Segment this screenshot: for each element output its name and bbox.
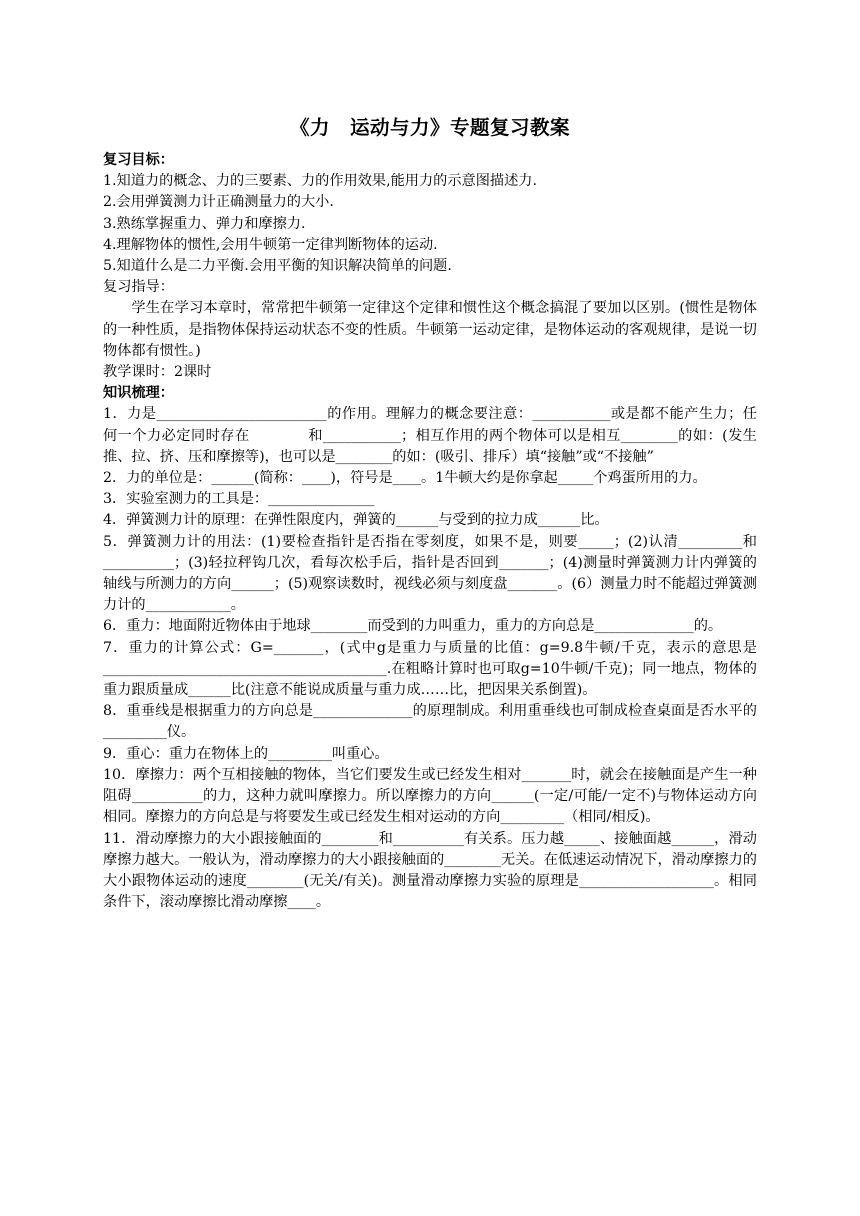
knowledge-item: 10．摩擦力：两个互相接触的物体，当它们要发生或已经发生相对_______时，就会在接触面是产生一种阻碍__________的力，这种力就叫摩擦力。所以摩擦力的方向______(一定/可能/一定不)与物体运动方向相同。摩擦力的方向总是与将要发生或已经发生相对运动的方向_________（相同/相反)。 bbox=[103, 766, 757, 826]
guidance-heading: 复习指导： bbox=[103, 279, 174, 296]
knowledge-item: 8．重垂线是根据重力的方向总是______________的原理制成。利用重垂线也可制成检查桌面是否水平的_________仪。 bbox=[103, 703, 757, 741]
document-body bbox=[103, 150, 757, 913]
goal-item: 1.知道力的概念、力的三要素、力的作用效果,能用力的示意图描述力. bbox=[103, 173, 537, 190]
knowledge-item: 5．弹簧测力计的用法：(1)要检查指针是否指在零刻度，如果不是，则要_____；(2)认清_________和__________；(3)轻拉秤钩几次，看每次松手后，指针是否回到_______；(4)测量时弹簧测力计内弹簧的轴线与所测力的方向______；(5)观察读数时，视线必须与刻度盘_______。(6）测量力时不能超过弹簧测力计的____________。 bbox=[103, 533, 757, 614]
knowledge-heading: 知识梳理： bbox=[103, 385, 174, 402]
guidance-paragraph: 学生在学习本章时，常常把牛顿第一定律这个定律和惯性这个概念搞混了要加以区别。(惯性是物体的一种性质，是指物体保持运动状态不变的性质。牛顿第一运动定律，是物体运动的客观规律，是说一切物体都有惯性。) bbox=[103, 300, 757, 359]
knowledge-item: 9．重心：重力在物体上的_________叫重心。 bbox=[103, 745, 389, 762]
document-title: 《力 运动与力》专题复习教案 bbox=[289, 116, 570, 139]
goal-item: 2.会用弹簧测力计正确测量力的大小. bbox=[103, 194, 334, 211]
knowledge-item: 6．重力：地面附近物体由于地球________而受到的力叫重力，重力的方向总是______________的。 bbox=[103, 618, 723, 635]
knowledge-item: 3．实验室测力的工具是：_______________ bbox=[103, 491, 375, 508]
knowledge-item: 4．弹簧测力计的原理：在弹性限度内，弹簧的______与受到的拉力成______比。 bbox=[103, 512, 609, 529]
review-goals-heading: 复习目标： bbox=[103, 152, 174, 168]
goal-item: 3.熟练掌握重力、弹力和摩擦力. bbox=[103, 215, 306, 232]
knowledge-item: 1．力是________________________的作用。理解力的概念要注意：___________或是都不能产生力；任何一个力必定同时存在 和___________；相互作用的两个物体可以是相互________的如：(发生推、拉、挤、压和摩擦等)，也可以是________的如：(吸引、排斥）填“接触”或“不接触” bbox=[103, 406, 757, 465]
knowledge-item: 7．重力的计算公式：G=_______，(式中g是重力与质量的比值：g=9.8牛顿/千克，表示的意思是________________________________________.在粗略计算时也可取g=10牛顿/千克)；同一地点，物体的重力跟质量成______比(注意不能说成质量与重力成……比，把因果关系倒置)。 bbox=[103, 639, 757, 699]
knowledge-item: 11．滑动摩擦力的大小跟接触面的________和__________有关系。压力越_____、接触面越______，滑动摩擦力越大。一般认为，滑动摩擦力的大小跟接触面的________无关。在低速运动情况下，滑动摩擦力的大小跟物体运动的速度________(无关/有关)。测量滑动摩擦力实验的原理是___________________。相同条件下，滚动摩擦比滑动摩擦____。 bbox=[103, 830, 757, 911]
knowledge-item: 2．力的单位是：______(简称：____)，符号是____。1牛顿大约是你拿起_____个鸡蛋所用的力。 bbox=[103, 470, 707, 487]
goal-item: 4.理解物体的惯性,会用牛顿第一定律判断物体的运动. bbox=[103, 236, 438, 253]
goal-item: 5.知道什么是二力平衡.会用平衡的知识解决简单的问题. bbox=[103, 258, 452, 275]
class-hours: 教学课时：2课时 bbox=[103, 364, 212, 381]
